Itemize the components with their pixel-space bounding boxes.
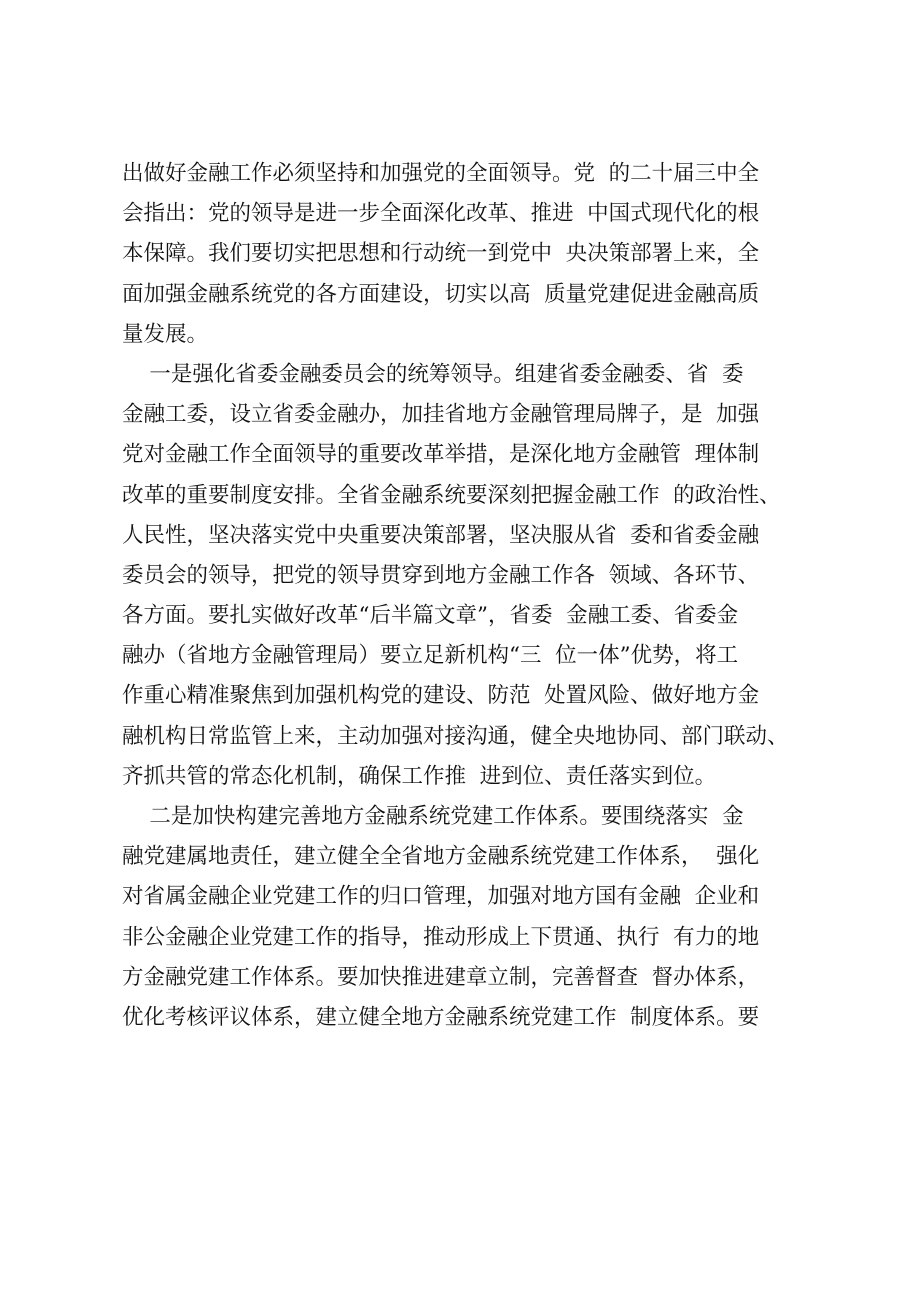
text-line: 融党建属地责任，建立健全全省地方金融系统党建工作体系， 强化: [122, 844, 760, 870]
text-line: 融机构日常监管上来，主动加强对接沟通，健全央地协同、部门联动、: [122, 723, 789, 749]
text-line: 量发展。: [122, 321, 209, 347]
text-line: 党对金融工作全面领导的重要改革举措，是深化地方金融管 理体制: [122, 442, 760, 468]
text-line: 非公金融企业党建工作的指导，推动形成上下贯通、执行 有力的地: [122, 924, 760, 950]
text-line: 融办（省地方金融管理局）要立足新机构“三 位一体”优势，将工: [122, 643, 739, 669]
text-line: 改革的重要制度安排。全省金融系统要深刻把握金融工作 的政治性、: [122, 482, 781, 508]
text-line: 作重心精准聚焦到加强机构党的建设、防范 处置风险、做好地方金: [122, 683, 760, 709]
text-line: 金融工委，设立省委金融办，加挂省地方金融管理局牌子，是 加强: [122, 402, 760, 428]
text-line: 人民性，坚决落实党中央重要决策部署，坚决服从省 委和省委金融: [122, 522, 760, 548]
text-line: 会指出：党的领导是进一步全面深化改革、推进 中国式现代化的根: [122, 201, 760, 227]
paragraph-1-first-line: 一是强化省委金融委员会的统筹领导。组建省委金融委、省 委: [122, 361, 744, 387]
text-line: 各方面。要扎实做好改革“后半篇文章”，省委 金融工委、省委金: [122, 603, 739, 629]
document-body: [122, 154, 812, 1038]
paragraph-2-first-line: 二是加快构建完善地方金融系统党建工作体系。要围绕落实 金: [122, 804, 744, 829]
text-line: 方金融党建工作体系。要加快推进建章立制，完善督查 督办体系，: [122, 964, 760, 990]
text-line: 出做好金融工作必须坚持和加强党的全面领导。党 的二十届三中全: [122, 161, 760, 186]
text-line: 本保障。我们要切实把思想和行动统一到党中 央决策部署上来，全: [122, 241, 760, 267]
text-line: 委员会的领导，把党的领导贯穿到地方金融工作各 领域、各环节、: [122, 562, 760, 588]
text-line: 对省属金融企业党建工作的归口管理，加强对地方国有金融 企业和: [122, 884, 760, 910]
text-line: 齐抓共管的常态化机制，确保工作推 进到位、责任落实到位。: [122, 763, 717, 789]
text-line: 优化考核评议体系，建立健全地方金融系统党建工作 制度体系。要: [122, 1004, 760, 1030]
text-line: 面加强金融系统党的各方面建设，切实以高 质量党建促进金融高质: [122, 281, 760, 307]
